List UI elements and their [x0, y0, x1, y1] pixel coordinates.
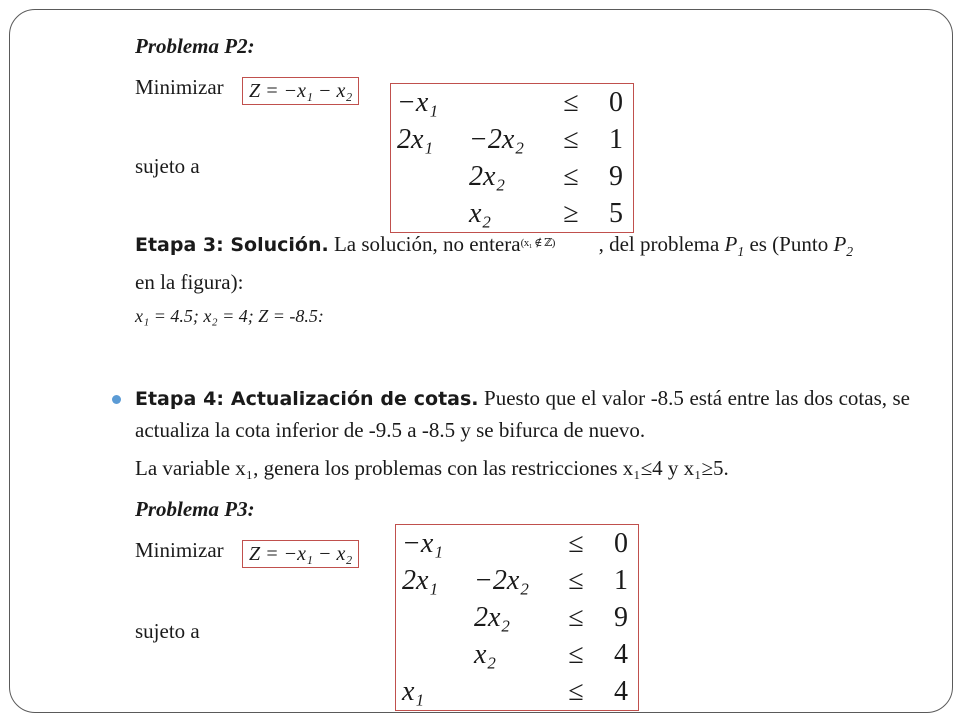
constraint-rhs: 9: [614, 602, 628, 633]
stage3-text-d: en la figura):: [135, 270, 244, 295]
p2-title: Problema P2:: [135, 34, 255, 58]
constraint-rhs: 1: [614, 565, 628, 596]
constraint-coef-b: 2x₂: [474, 602, 511, 633]
constraint-row: [396, 636, 638, 673]
constraint-coef-a: x₁: [402, 676, 425, 707]
constraint-rhs: 4: [614, 676, 628, 707]
stage3-text-c: es (Punto: [744, 232, 834, 256]
constraint-rhs: 5: [609, 198, 623, 229]
p2-minimize-label: Minimizar: [135, 75, 224, 99]
constraint-coef-b: [468, 525, 548, 562]
constraint-operator: ≥: [563, 198, 579, 229]
constraint-operator: ≤: [568, 602, 584, 633]
constraint-coef-b: −2x₂: [474, 565, 530, 596]
constraint-row: [396, 673, 638, 710]
stage4-text: Puesto que el valor -8.5 está entre las dos cotas, se actualiza la cota inferior de -9.5 a -8.5 y se bifurca de nuevo.: [135, 386, 910, 442]
p3-subject-label: sujeto a: [135, 619, 200, 643]
constraint-coef-a: 2x₁: [397, 124, 434, 155]
constraint-operator: ≤: [563, 161, 579, 192]
constraint-operator: ≤: [568, 676, 584, 707]
constraint-row: [396, 562, 638, 599]
constraint-row: [396, 525, 638, 562]
p2-subject-label: sujeto a: [135, 154, 200, 178]
stage3-heading: Etapa 3: Solución.: [135, 234, 329, 256]
stage3-point-sub: 2: [846, 244, 854, 260]
p3-objective-text: Z = −x₁ − x₂: [249, 543, 353, 565]
stage3-text-a: La solución, no entera: [328, 232, 521, 256]
constraint-rhs: 9: [609, 161, 623, 192]
p2-objective: [242, 77, 359, 105]
constraint-coef-b: [463, 84, 543, 121]
constraint-coef-a: −x₁: [402, 528, 444, 559]
constraint-operator: ≤: [568, 565, 584, 596]
constraint-coef-a: [391, 158, 463, 195]
bullet-icon: [112, 395, 121, 404]
constraint-operator: ≤: [563, 124, 579, 155]
constraint-row: [391, 84, 633, 121]
p2-constraints: [390, 83, 634, 233]
stage4-heading: Etapa 4: Actualización de cotas.: [135, 388, 479, 410]
stage3-point: P: [833, 232, 847, 256]
constraint-coef-b: x₂: [474, 639, 497, 670]
stage3-condition: (x₁ ∉ ℤ): [520, 237, 555, 249]
constraint-rhs: 1: [609, 124, 623, 155]
p3-title: Problema P3:: [135, 497, 255, 521]
constraint-coef-a: [396, 599, 468, 636]
p2-constraints-table: [391, 84, 633, 232]
constraint-row: [391, 121, 633, 158]
p3-objective: [242, 540, 359, 568]
constraint-rhs: 4: [614, 639, 628, 670]
stage3-problem-sub: 1: [737, 244, 745, 260]
constraint-coef-a: [391, 195, 463, 232]
stage3-problem: P: [724, 232, 738, 256]
constraint-operator: ≤: [568, 639, 584, 670]
constraint-coef-a: 2x₁: [402, 565, 439, 596]
stage3-result-text: x₁ = 4.5; x₂ = 4; Z = -8.5:: [135, 306, 324, 326]
constraint-row: [391, 195, 633, 232]
stage4-branch-text: La variable x₁, genera los problemas con las restricciones x₁≤4 y x₁≥5.: [135, 456, 729, 480]
stage3-text-b: , del problema: [598, 232, 725, 256]
p2-objective-text: Z = −x₁ − x₂: [249, 80, 353, 102]
constraint-operator: ≤: [563, 87, 579, 118]
constraint-rhs: 0: [614, 528, 628, 559]
constraint-coef-b: [468, 673, 548, 710]
p3-constraints: [395, 524, 639, 711]
constraint-coef-b: 2x₂: [469, 161, 506, 192]
p3-constraints-table: [396, 525, 638, 710]
constraint-row: [391, 158, 633, 195]
constraint-row: [396, 599, 638, 636]
constraint-coef-a: [396, 636, 468, 673]
constraint-coef-a: −x₁: [397, 87, 439, 118]
stage3-paragraph: [135, 228, 910, 298]
constraint-operator: ≤: [568, 528, 584, 559]
constraint-rhs: 0: [609, 87, 623, 118]
stage3-result: [135, 306, 324, 327]
p3-minimize-label: Minimizar: [135, 538, 224, 562]
constraint-coef-b: −2x₂: [469, 124, 525, 155]
constraint-coef-b: x₂: [469, 198, 492, 229]
stage4-paragraph: [135, 383, 910, 446]
